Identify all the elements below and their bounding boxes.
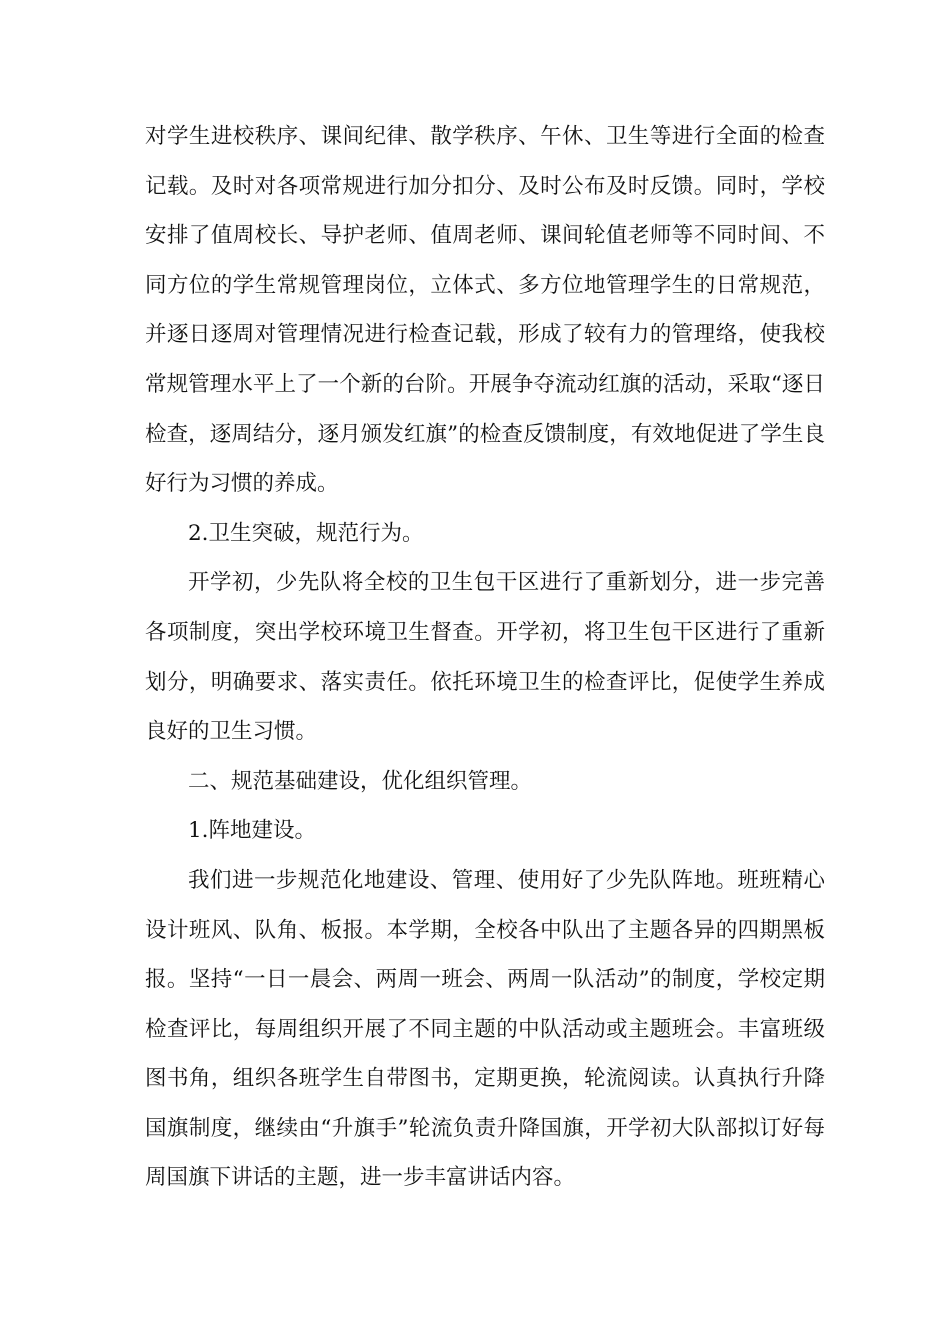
paragraph-position-building: 我们进一步规范化地建设、管理、使用好了少先队阵地。班班精心设计班风、队角、板报。本学期，全校各中队出了主题各异的四期黑板报。坚持“一日一晨会、两周一班会、两周一队活动”的制度，学校定期检查评比，每周组织开展了不同主题的中队活动或主题班会。丰富班级图书角，组织各班学生自带图书，定期更换，轮流阅读。认真执行升降国旗制度，继续由“升旗手”轮流负责升降国旗，开学初大队部拟订好每周国旗下讲话的主题，进一步丰富讲话内容。 (145, 867, 825, 1191)
heading-section-two: 二、规范基础建设，优化组织管理。 (188, 768, 533, 794)
heading-hygiene-breakthrough: 2.卫生突破，规范行为。 (188, 520, 424, 546)
paragraph-hygiene-zones: 开学初，少先队将全校的卫生包干区进行了重新划分，进一步完善各项制度，突出学校环境卫生督查。开学初，将卫生包干区进行了重新划分，明确要求、落实责任。依托环境卫生的检查评比，促使学生养成良好的卫生习惯。 (145, 570, 825, 745)
document-page (145, 112, 825, 1203)
heading-position-building: 1.阵地建设。 (188, 818, 317, 844)
paragraph-inspection-records: 对学生进校秩序、课间纪律、散学秩序、午休、卫生等进行全面的检查记载。及时对各项常规进行加分扣分、及时公布及时反馈。同时，学校安排了值周校长、导护老师、值周老师、课间轮值老师等不同时间、不同方位的学生常规管理岗位，立体式、多方位地管理学生的日常规范，并逐日逐周对管理情况进行检查记载，形成了较有力的管理络，使我校常规管理水平上了一个新的台阶。开展争夺流动红旗的活动，采取“逐日检查，逐周结分，逐月颁发红旗”的检查反馈制度，有效地促进了学生良好行为习惯的养成。 (145, 124, 825, 497)
